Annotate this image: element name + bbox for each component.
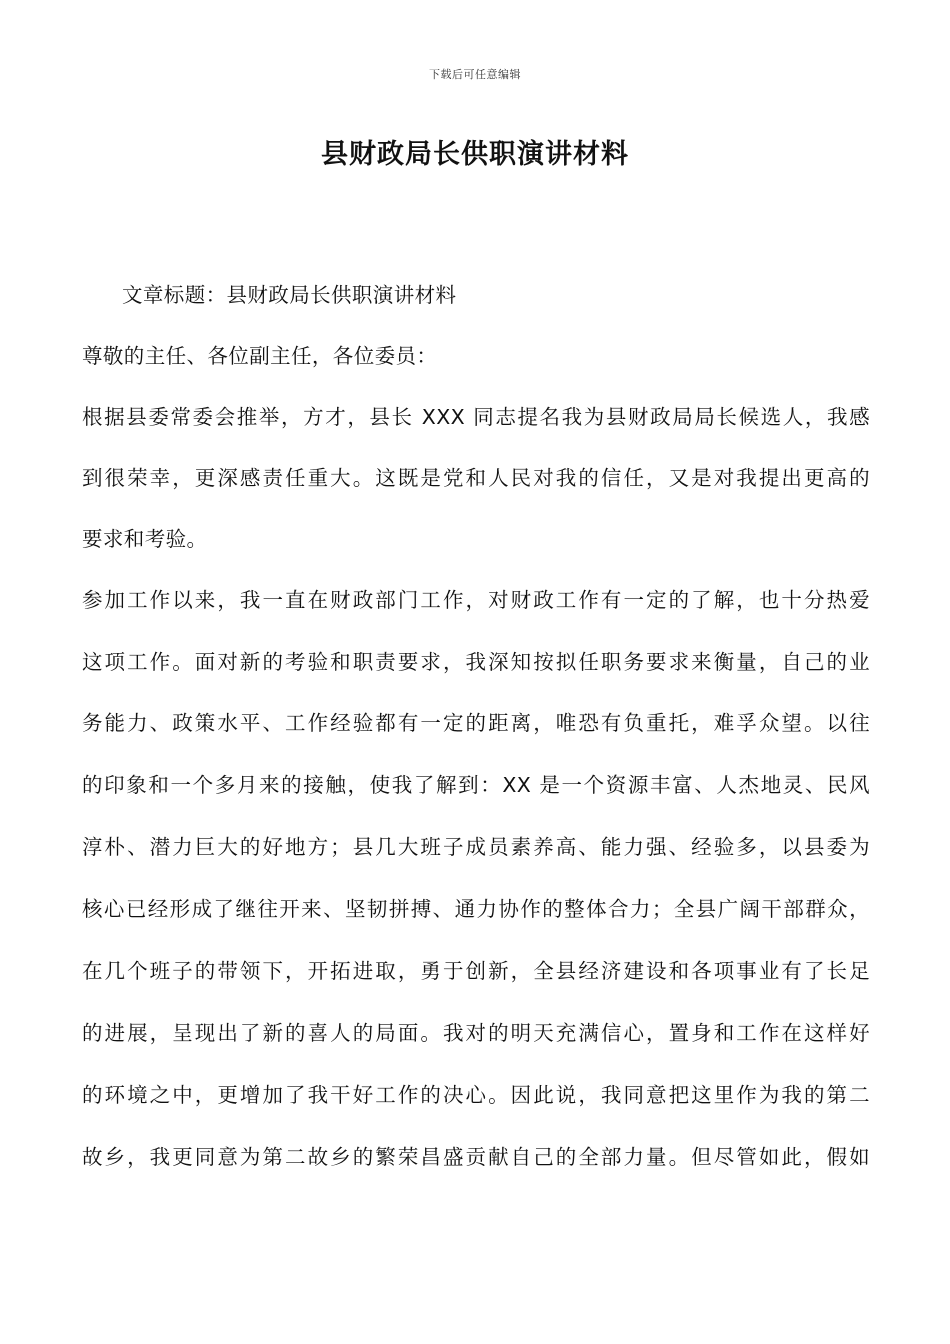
paragraph1-line: 要求和考验。: [82, 527, 208, 551]
paragraph1-line: 到很荣幸，更深感责任重大。这既是党和人民对我的信任，又是对我提出更高的: [82, 466, 870, 490]
paragraph1-line: 根据县委常委会推举，方才，县长 XXX 同志提名我为县财政局局长候选人，我感: [82, 405, 870, 429]
document-title: 县财政局长供职演讲材料: [321, 139, 629, 170]
article-title-line: 文章标题：县财政局长供职演讲材料: [122, 283, 457, 307]
paragraph2-line: 故乡，我更同意为第二故乡的繁荣昌盛贡献自己的全部力量。但尽管如此，假如: [82, 1145, 870, 1169]
paragraph2-line: 在几个班子的带领下，开拓进取，勇于创新，全县经济建设和各项事业有了长足: [82, 959, 870, 983]
paragraph2-line: 的环境之中，更增加了我干好工作的决心。因此说，我同意把这里作为我的第二: [82, 1083, 870, 1107]
paragraph2-line: 参加工作以来，我一直在财政部门工作，对财政工作有一定的了解，也十分热爱: [82, 588, 870, 612]
paragraph2-line: 的印象和一个多月来的接触，使我了解到：XX 是一个资源丰富、人杰地灵、民风: [82, 773, 870, 797]
paragraph2-line: 核心已经形成了继往开来、坚韧拼搏、通力协作的整体合力；全县广阔干部群众，: [82, 897, 870, 921]
paragraph2-line: 这项工作。面对新的考验和职责要求，我深知按拟任职务要求来衡量，自己的业: [82, 650, 870, 674]
paragraph2-line: 务能力、政策水平、工作经验都有一定的距离，唯恐有负重托，难孚众望。以往: [82, 711, 870, 735]
paragraph2-line: 淳朴、潜力巨大的好地方；县几大班子成员素养高、能力强、经验多，以县委为: [82, 835, 870, 859]
header-note: 下载后可任意编辑: [429, 68, 521, 81]
salutation: 尊敬的主任、各位副主任，各位委员：: [82, 344, 438, 368]
paragraph2-line: 的进展，呈现出了新的喜人的局面。我对的明天充满信心，置身和工作在这样好: [82, 1021, 870, 1045]
